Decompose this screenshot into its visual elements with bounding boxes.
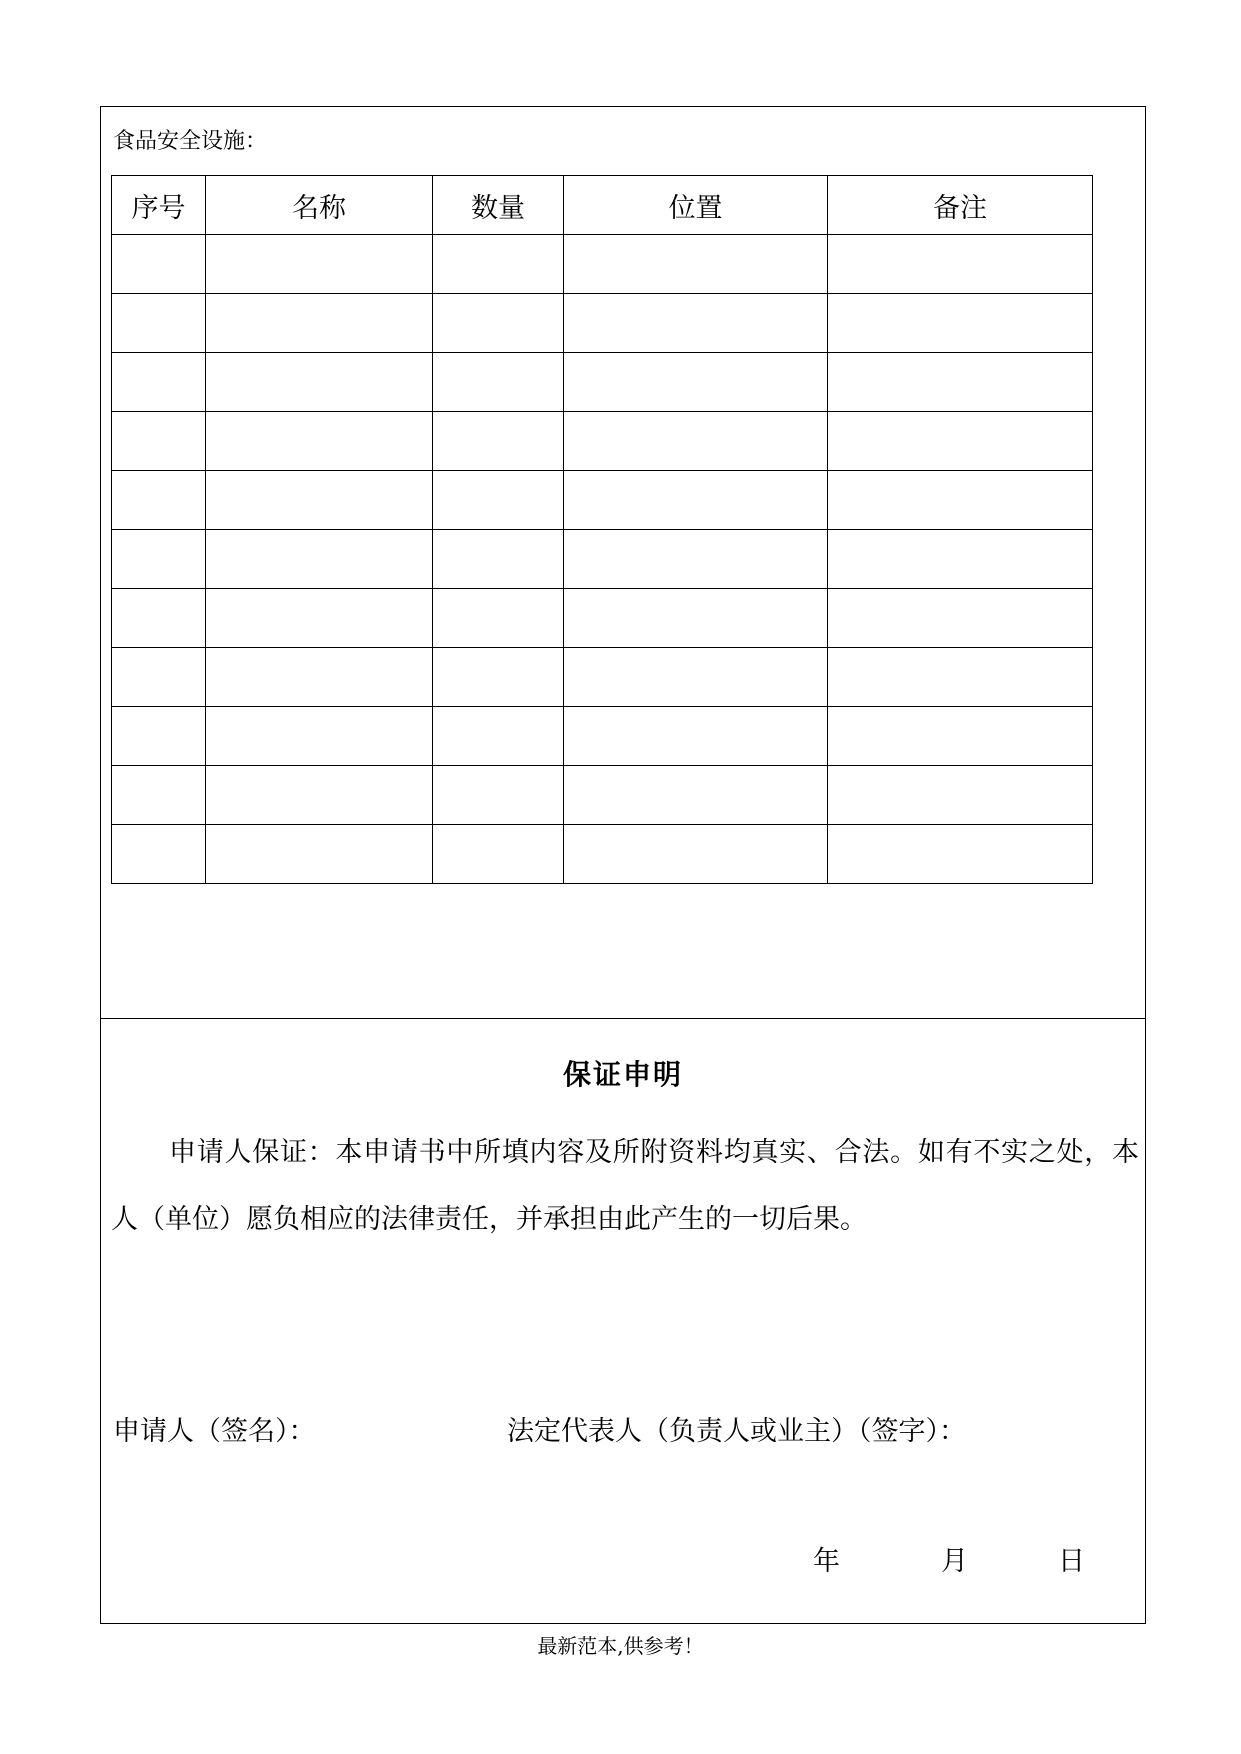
table-cell[interactable] bbox=[564, 589, 828, 648]
table-cell[interactable] bbox=[206, 471, 433, 530]
table-cell[interactable] bbox=[564, 825, 828, 884]
table-cell[interactable] bbox=[206, 648, 433, 707]
table-cell[interactable] bbox=[564, 707, 828, 766]
table-cell[interactable] bbox=[112, 589, 206, 648]
table-cell[interactable] bbox=[828, 825, 1093, 884]
table-cell[interactable] bbox=[112, 766, 206, 825]
declaration-body: 申请人保证：本申请书中所填内容及所附资料均真实、合法。如有不实之处，本人（单位）愿负相应的法律责任，并承担由此产生的一切后果。 bbox=[111, 1137, 1139, 1235]
facilities-table-body bbox=[112, 235, 1093, 884]
table-cell[interactable] bbox=[112, 648, 206, 707]
table-cell[interactable] bbox=[112, 707, 206, 766]
table-cell[interactable] bbox=[564, 530, 828, 589]
date-day-label: 日 bbox=[1058, 1546, 1085, 1577]
table-cell[interactable] bbox=[433, 589, 564, 648]
table-cell[interactable] bbox=[564, 766, 828, 825]
date-year-label: 年 bbox=[813, 1546, 840, 1577]
table-cell[interactable] bbox=[828, 589, 1093, 648]
column-header-location: 位置 bbox=[564, 176, 828, 235]
table-cell[interactable] bbox=[564, 648, 828, 707]
declaration-section bbox=[101, 1019, 1145, 1625]
applicant-signature-label: 申请人（签名）： bbox=[113, 1416, 316, 1447]
table-cell[interactable] bbox=[828, 471, 1093, 530]
table-cell[interactable] bbox=[828, 707, 1093, 766]
table-cell[interactable] bbox=[112, 294, 206, 353]
legal-representative-signature-label: 法定代表人（负责人或业主）（签字）： bbox=[507, 1416, 966, 1447]
table-row bbox=[112, 353, 1093, 412]
table-row bbox=[112, 471, 1093, 530]
table-cell[interactable] bbox=[206, 825, 433, 884]
table-row bbox=[112, 648, 1093, 707]
table-cell[interactable] bbox=[564, 471, 828, 530]
table-row bbox=[112, 294, 1093, 353]
table-cell[interactable] bbox=[206, 707, 433, 766]
form-frame bbox=[100, 106, 1146, 1624]
column-header-index: 序号 bbox=[112, 176, 206, 235]
table-cell[interactable] bbox=[433, 471, 564, 530]
date-row bbox=[101, 1539, 1145, 1575]
table-header-row bbox=[112, 176, 1093, 235]
table-cell[interactable] bbox=[433, 412, 564, 471]
table-row bbox=[112, 412, 1093, 471]
table-cell[interactable] bbox=[828, 766, 1093, 825]
date-month-label: 月 bbox=[941, 1546, 968, 1577]
table-cell[interactable] bbox=[206, 589, 433, 648]
table-cell[interactable] bbox=[206, 766, 433, 825]
page-footer: 最新范本,供参考！ bbox=[537, 1634, 704, 1658]
table-cell[interactable] bbox=[206, 235, 433, 294]
table-cell[interactable] bbox=[112, 412, 206, 471]
facilities-section bbox=[101, 107, 1145, 1019]
table-cell[interactable] bbox=[206, 412, 433, 471]
table-cell[interactable] bbox=[828, 648, 1093, 707]
table-cell[interactable] bbox=[206, 530, 433, 589]
table-cell[interactable] bbox=[433, 235, 564, 294]
table-row bbox=[112, 766, 1093, 825]
table-cell[interactable] bbox=[112, 530, 206, 589]
table-cell[interactable] bbox=[828, 353, 1093, 412]
table-cell[interactable] bbox=[433, 648, 564, 707]
table-cell[interactable] bbox=[206, 353, 433, 412]
table-row bbox=[112, 530, 1093, 589]
table-cell[interactable] bbox=[433, 825, 564, 884]
table-cell[interactable] bbox=[112, 235, 206, 294]
table-cell[interactable] bbox=[433, 707, 564, 766]
table-cell[interactable] bbox=[433, 294, 564, 353]
column-header-name: 名称 bbox=[206, 176, 433, 235]
facilities-section-label: 食品安全设施： bbox=[113, 129, 268, 154]
table-cell[interactable] bbox=[828, 530, 1093, 589]
table-cell[interactable] bbox=[828, 294, 1093, 353]
table-cell[interactable] bbox=[564, 294, 828, 353]
column-header-quantity: 数量 bbox=[433, 176, 564, 235]
table-cell[interactable] bbox=[564, 353, 828, 412]
table-row bbox=[112, 589, 1093, 648]
table-cell[interactable] bbox=[206, 294, 433, 353]
table-row bbox=[112, 825, 1093, 884]
table-cell[interactable] bbox=[564, 235, 828, 294]
facilities-table bbox=[111, 175, 1093, 884]
table-cell[interactable] bbox=[433, 530, 564, 589]
table-cell[interactable] bbox=[112, 471, 206, 530]
table-cell[interactable] bbox=[564, 412, 828, 471]
column-header-remarks: 备注 bbox=[828, 176, 1093, 235]
table-cell[interactable] bbox=[433, 353, 564, 412]
declaration-title: 保证申明 bbox=[562, 1058, 683, 1091]
table-cell[interactable] bbox=[112, 825, 206, 884]
table-row bbox=[112, 235, 1093, 294]
table-cell[interactable] bbox=[828, 235, 1093, 294]
table-cell[interactable] bbox=[433, 766, 564, 825]
table-cell[interactable] bbox=[828, 412, 1093, 471]
table-row bbox=[112, 707, 1093, 766]
table-cell[interactable] bbox=[112, 353, 206, 412]
